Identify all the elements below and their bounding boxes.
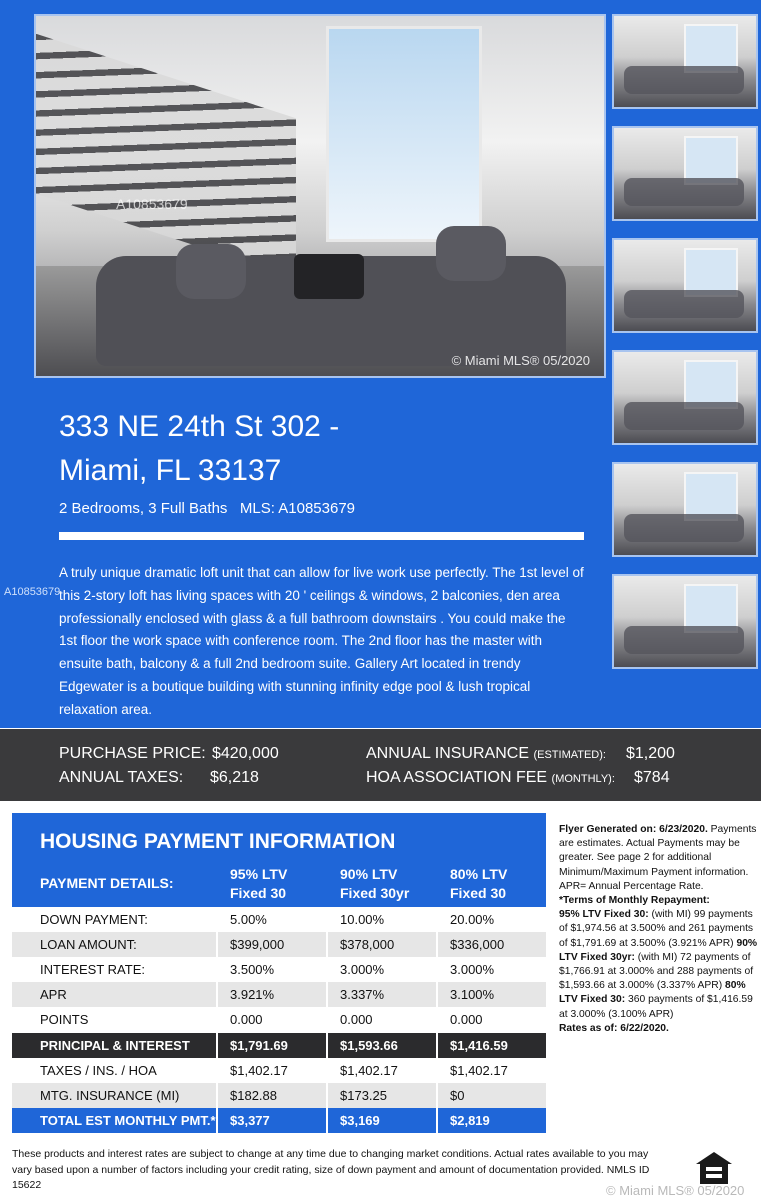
row-value: $2,819 xyxy=(450,1112,490,1128)
payment-details-label: PAYMENT DETAILS: xyxy=(40,875,174,891)
row-value: $0 xyxy=(450,1087,465,1103)
column-divider xyxy=(326,932,328,957)
table-row xyxy=(12,1033,546,1058)
row-value: $1,791.69 xyxy=(230,1037,288,1053)
column-divider xyxy=(436,1108,438,1133)
row-label: TAXES / INS. / HOA xyxy=(40,1062,157,1078)
row-value: $1,402.17 xyxy=(340,1062,398,1078)
row-value: 3.500% xyxy=(230,962,275,978)
row-value: $182.88 xyxy=(230,1087,277,1103)
photo-cushion xyxy=(176,244,246,299)
term-95-label: 95% LTV Fixed 30: xyxy=(559,909,649,921)
thumbnail-photo[interactable] xyxy=(612,462,758,557)
address-line-1: 333 NE 24th St 302 - xyxy=(59,410,340,443)
row-label: POINTS xyxy=(40,1012,89,1028)
terms-label: *Terms of Monthly Repayment: xyxy=(559,895,710,907)
row-value: $1,416.59 xyxy=(450,1037,508,1053)
row-value: $378,000 xyxy=(340,937,395,953)
row-value: 3.000% xyxy=(450,962,495,978)
table-row xyxy=(12,1108,546,1133)
table-row xyxy=(12,957,546,982)
column-divider xyxy=(216,982,218,1007)
table-row xyxy=(12,982,546,1007)
row-value: 0.000 xyxy=(230,1012,263,1028)
column-divider xyxy=(436,1083,438,1108)
rates-as-of: Rates as of: 6/22/2020. xyxy=(559,1022,669,1034)
thumbnail-photo[interactable] xyxy=(612,574,758,669)
column-divider xyxy=(326,982,328,1007)
row-value: 5.00% xyxy=(230,912,267,927)
row-label: PRINCIPAL & INTEREST xyxy=(40,1037,190,1053)
divider xyxy=(59,532,584,540)
row-label: DOWN PAYMENT: xyxy=(40,912,148,927)
term-90-label: 90% LTV Fixed 30yr: xyxy=(559,937,758,963)
column-divider xyxy=(326,1058,328,1083)
row-label: INTEREST RATE: xyxy=(40,962,145,978)
column-divider xyxy=(436,957,438,982)
annual-taxes-label: ANNUAL TAXES: xyxy=(59,769,184,786)
row-value: 3.000% xyxy=(340,962,385,978)
column-divider xyxy=(216,1033,218,1058)
photo-staircase xyxy=(36,34,296,278)
column-divider xyxy=(216,957,218,982)
column-divider xyxy=(216,932,218,957)
row-value: $3,377 xyxy=(230,1112,270,1128)
thumbnail-photo[interactable] xyxy=(612,14,758,109)
table-row xyxy=(12,1007,546,1032)
row-value: $1,593.66 xyxy=(340,1037,398,1053)
flyer-notes xyxy=(559,823,761,1036)
footer-watermark: © Miami MLS® 05/2020 xyxy=(606,1183,745,1198)
photo-watermark-id: A10853679 xyxy=(116,196,188,212)
table-row xyxy=(12,1083,546,1108)
row-value: $1,402.17 xyxy=(450,1062,508,1078)
column-header-95: 95% LTV Fixed 30 xyxy=(230,866,288,901)
address-line-2: Miami, FL 33137 xyxy=(59,454,282,487)
row-label: MTG. INSURANCE (MI) xyxy=(40,1087,180,1103)
row-value: $173.25 xyxy=(340,1087,387,1103)
thumbnail-photo[interactable] xyxy=(612,126,758,221)
row-value: 0.000 xyxy=(450,1012,483,1028)
row-label: APR xyxy=(40,987,67,1003)
payment-table-title: HOUSING PAYMENT INFORMATION xyxy=(40,830,396,853)
table-row xyxy=(12,1058,546,1083)
row-value: $399,000 xyxy=(230,937,285,953)
row-label: LOAN AMOUNT: xyxy=(40,937,137,953)
listing-description: A truly unique dramatic loft unit that can allow for live work use perfectly. The 1st level of this 2-story loft has living spaces with 20 ' ceilings & windows, 2 balconies, den area professionally enclosed with glass & a full bathroom downstairs . You could make the 1st floor the work space with conference room. The 2nd floor has the master with ensuite bath, balcony & a full 2nd bedroom suite. Gallery Art located in trendy Edgewater is a boutique building with stunning infinity edge pool & lush tropical relaxation area. xyxy=(59,565,584,717)
column-divider xyxy=(216,1058,218,1083)
column-divider xyxy=(436,932,438,957)
column-divider xyxy=(216,907,218,932)
annual-taxes-value: $6,218 xyxy=(210,769,259,786)
payment-table-header xyxy=(12,813,546,907)
photo-cushion xyxy=(436,226,506,281)
row-value: 10.00% xyxy=(340,912,385,927)
term-90-text: (with MI) 72 payments of $1,766.91 at 3.000% and 288 payments of $1,593.66 at 3.000% (3.337% APR) xyxy=(559,951,754,992)
thumbnail-photo[interactable] xyxy=(612,350,758,445)
column-divider xyxy=(216,1007,218,1032)
table-row xyxy=(12,932,546,957)
row-value: $1,402.17 xyxy=(230,1062,288,1078)
table-row xyxy=(12,907,546,932)
side-watermark: A10853679 xyxy=(4,586,61,598)
row-value: $3,169 xyxy=(340,1112,380,1128)
payment-table xyxy=(12,813,546,1133)
term-95-text: (with MI) 99 payments of $1,974.56 at 3.500% and 261 payments of $1,791.69 at 3.500% (3.921% APR) xyxy=(559,909,754,949)
disclaimer: These products and interest rates are subject to change at any time due to changing market conditions. Actual rates available to you may vary based upon a number of factors including your credit rating, size of down payment and amount of documentation provided. NMLS ID 15622 xyxy=(12,1148,650,1191)
thumbnail-photo[interactable] xyxy=(612,238,758,333)
column-divider xyxy=(436,1007,438,1032)
main-listing-photo[interactable] xyxy=(34,14,606,378)
column-divider xyxy=(216,1083,218,1108)
row-value: 3.921% xyxy=(230,987,275,1003)
column-divider xyxy=(326,907,328,932)
insurance-label: ANNUAL INSURANCE (ESTIMATED): xyxy=(366,745,606,762)
photo-watermark-mls: © Miami MLS® 05/2020 xyxy=(451,353,590,368)
column-divider xyxy=(436,1033,438,1058)
row-value: 0.000 xyxy=(340,1012,373,1028)
column-divider xyxy=(326,1033,328,1058)
listing-summary: 2 Bedrooms, 3 Full Baths MLS: A10853679 xyxy=(59,500,356,517)
purchase-price-value: $420,000 xyxy=(212,745,279,762)
column-header-80: 80% LTV Fixed 30 xyxy=(450,866,508,901)
row-value: 3.337% xyxy=(340,987,385,1003)
photo-window xyxy=(326,26,482,242)
column-divider xyxy=(326,1083,328,1108)
thumbnail-strip xyxy=(612,14,758,686)
row-value: $336,000 xyxy=(450,937,505,953)
photo-ottoman xyxy=(294,254,364,299)
term-80-label: 80% LTV Fixed 30: xyxy=(559,980,746,1006)
row-value: 20.00% xyxy=(450,912,495,927)
equal-housing-icon xyxy=(694,1150,734,1186)
column-header-90: 90% LTV Fixed 30yr xyxy=(340,866,410,901)
price-summary-bar xyxy=(0,729,761,801)
column-divider xyxy=(436,982,438,1007)
term-80-text: 360 payments of $1,416.59 at 3.000% (3.100% APR) xyxy=(559,994,753,1020)
row-value: 3.100% xyxy=(450,987,495,1003)
column-divider xyxy=(436,907,438,932)
generated-text: Payments are estimates. Actual Payments may be greater. See page 2 for additional Minimum/Maximum Payment information. APR= Annual Percentage Rate. xyxy=(559,824,757,892)
purchase-price-label: PURCHASE PRICE: xyxy=(59,745,206,762)
hoa-value: $784 xyxy=(634,769,670,786)
column-divider xyxy=(436,1058,438,1083)
insurance-value: $1,200 xyxy=(626,745,675,762)
column-divider xyxy=(326,1007,328,1032)
generated-label: Flyer Generated on: 6/23/2020. xyxy=(559,824,708,835)
listing-address xyxy=(59,405,339,493)
row-label: TOTAL EST MONTHLY PMT.* xyxy=(40,1112,216,1128)
column-divider xyxy=(216,1108,218,1133)
column-divider xyxy=(326,1108,328,1133)
column-divider xyxy=(326,957,328,982)
hoa-label: HOA ASSOCIATION FEE (MONTHLY): xyxy=(366,769,615,786)
